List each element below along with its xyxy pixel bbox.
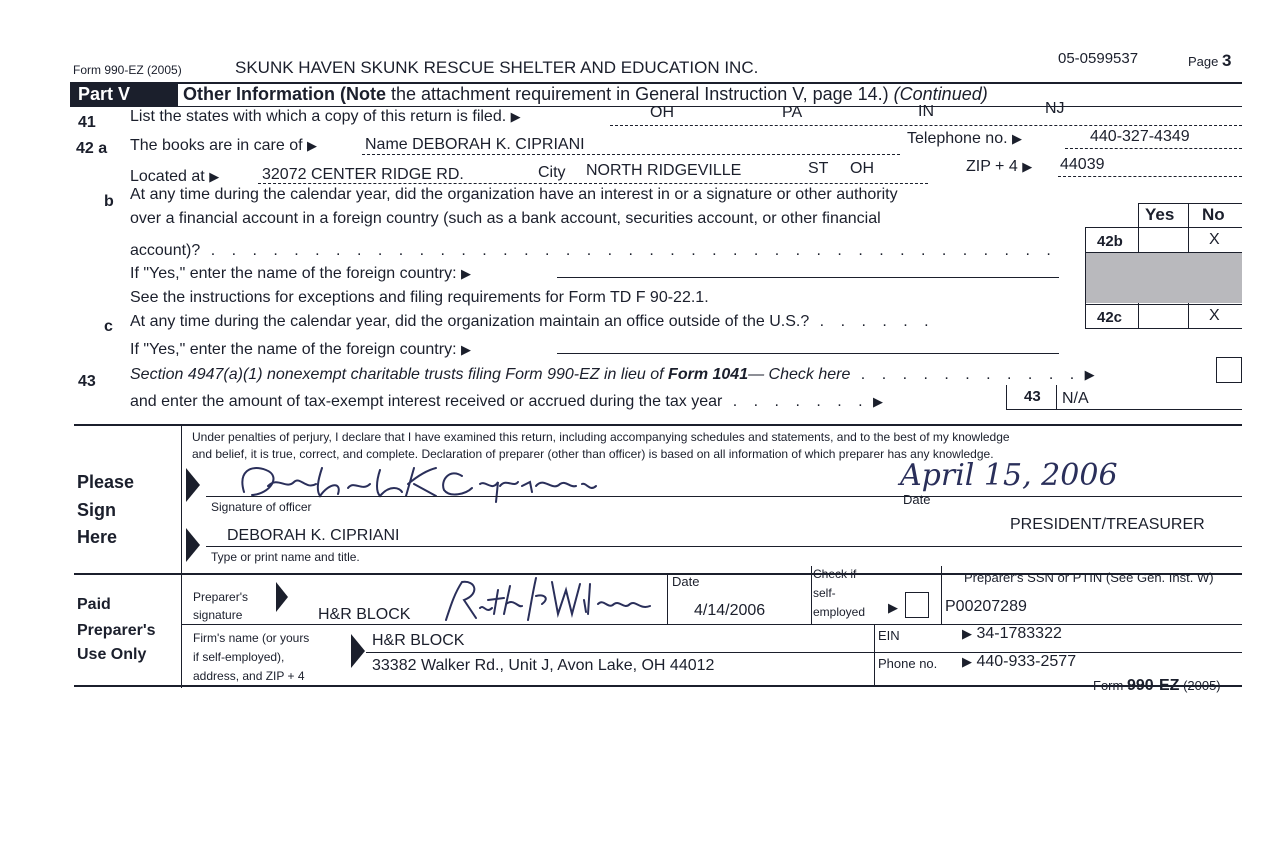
page-label: Page 3 (1188, 51, 1232, 70)
firm-ein-label: EIN (878, 628, 900, 643)
state-label: ST (808, 160, 829, 177)
tax-exempt-interest-amount[interactable]: N/A (1062, 390, 1089, 407)
preparer-sig-label-1: Preparer's (193, 590, 248, 604)
firm-label-1: Firm's name (or yours (193, 631, 310, 645)
name-arrow-icon (186, 528, 200, 562)
zip-fill (1058, 176, 1242, 177)
sign-section-top-rule (74, 424, 1242, 426)
preparer-heading-3: Use Only (77, 646, 147, 663)
answer-42c-no[interactable]: X (1209, 307, 1220, 324)
foreign-country-42c-line (557, 353, 1059, 354)
perjury-line-2: and belief, it is true, correct, and complete. Declaration of preparer (other than officer) is based on all information of which preparer has any knowledge. (192, 447, 994, 461)
ein-left-divider (874, 624, 875, 686)
check-left-divider (811, 566, 812, 624)
self-employed-arrow-icon: ▶ (888, 600, 898, 615)
telephone-fill (1065, 148, 1242, 149)
state-oh[interactable]: OH (650, 104, 674, 121)
city-label: City (538, 164, 566, 181)
firm-address[interactable]: 33382 Walker Rd., Unit J, Avon Lake, OH 44012 (372, 657, 715, 674)
firm-ein[interactable]: ▶ 34-1783322 (962, 625, 1062, 642)
check-label-3: employed (813, 605, 866, 619)
footer-form-id: Form 990-EZ (2005) (1093, 677, 1221, 694)
care-of-fill (362, 154, 900, 155)
sign-heading-1: Please (77, 472, 135, 492)
line-41-number: 41 (78, 114, 96, 131)
preparer-ptin[interactable]: P00207289 (945, 598, 1027, 615)
line-42b-text-4: If "Yes," enter the name of the foreign country: ▶ (130, 265, 471, 282)
check-label-1: Check if (813, 567, 857, 581)
officer-name[interactable]: DEBORAH K. CIPRIANI (227, 527, 400, 544)
row-42c-top (1085, 304, 1242, 305)
row-42c-bottom (1085, 328, 1242, 329)
form-id: Form 990-EZ (2005) (73, 63, 182, 77)
organization-name: SKUNK HAVEN SKUNK RESCUE SHELTER AND EDUCATION INC. (235, 58, 759, 77)
line-42b-letter: b (104, 193, 114, 210)
line-42b-text-1: At any time during the calendar year, did the organization have an interest in or a signature or other authority (130, 186, 898, 203)
line-41-text: List the states with which a copy of this return is filed. ▶ (130, 108, 521, 125)
sign-heading-3: Here (77, 527, 118, 547)
answer-42b-no[interactable]: X (1209, 231, 1220, 248)
preparer-sig-arrow-icon (276, 582, 288, 612)
box-42c-label: 42c (1097, 309, 1123, 326)
signature-label: Signature of officer (211, 500, 312, 514)
officer-title[interactable]: PRESIDENT/TREASURER (1010, 516, 1205, 533)
line-43-text-1: Section 4947(a)(1) nonexempt charitable trusts filing Form 990-EZ in lieu of Form 1041— Check here . . . . . . . . . . . ▶ (130, 366, 1095, 383)
prep-date[interactable]: 4/14/2006 (694, 602, 766, 619)
preparer-sig-company: H&R BLOCK (318, 606, 411, 623)
box-43-value-divider (1056, 385, 1057, 410)
located-fill (258, 183, 928, 184)
state-in[interactable]: IN (918, 103, 934, 120)
check-label-2: self- (813, 586, 836, 600)
sign-arrow-icon (186, 468, 200, 502)
officer-sign-date[interactable]: April 15, 2006 (900, 458, 1118, 493)
city-value[interactable]: NORTH RIDGEVILLE (586, 162, 742, 179)
part-label: Part V (70, 83, 178, 106)
firm-name-line (366, 652, 1242, 653)
ein: 05-0599537 (1058, 50, 1139, 67)
box-42b-label: 42b (1097, 233, 1123, 250)
part-title: Other Information (Note the attachment requirement in General Instruction V, page 14.) (Continued) (183, 84, 988, 104)
name-line (206, 546, 1242, 547)
signature-line (206, 496, 1242, 497)
books-care-of-name[interactable]: Name DEBORAH K. CIPRIANI (365, 136, 585, 153)
telephone-label: Telephone no. ▶ (907, 130, 1022, 147)
ssn-label: Preparer's SSN or PTIN (See Gen. Inst. W) (964, 570, 1214, 585)
line-43-text-2: and enter the amount of tax-exempt interest received or accrued during the tax year . . . . . . . ▶ (130, 393, 884, 410)
firm-phone[interactable]: ▶ 440-933-2577 (962, 653, 1077, 670)
yes-heading: Yes (1145, 205, 1175, 224)
preparer-bottom-rule (74, 685, 1242, 687)
line-41-fill (610, 125, 1242, 126)
perjury-line-1: Under penalties of perjury, I declare that I have examined this return, including accompanying schedules and statements, and to the best of my knowledge (192, 430, 1010, 444)
shaded-area (1086, 253, 1242, 303)
preparer-signature-image (440, 574, 670, 624)
firm-name[interactable]: H&R BLOCK (372, 632, 465, 649)
firm-label-2: if self-employed), (193, 650, 285, 664)
line-42c-text-2: If "Yes," enter the name of the foreign country: ▶ (130, 341, 471, 358)
line-43-number: 43 (78, 373, 96, 390)
preparer-mid-rule (182, 624, 1242, 625)
preparer-sig-label-2: signature (193, 608, 243, 622)
prep-date-left-divider (667, 574, 668, 624)
section-4947-checkbox[interactable] (1216, 357, 1242, 383)
zip-label: ZIP + 4 ▶ (966, 158, 1033, 175)
line-42c-text-1: At any time during the calendar year, did the organization maintain an office outside of the U.S.? . . . . . . (130, 313, 935, 330)
firm-label-3: address, and ZIP + 4 (193, 669, 305, 683)
box-43-divider (1006, 385, 1007, 410)
self-employed-checkbox[interactable] (905, 592, 929, 618)
box-43-bottom (1006, 409, 1242, 410)
state-pa[interactable]: PA (782, 104, 803, 121)
foreign-country-42b-line (557, 277, 1059, 278)
firm-phone-label: Phone no. (878, 656, 938, 671)
box-43-label: 43 (1024, 388, 1041, 405)
line-42c-letter: c (104, 318, 113, 335)
located-at-label: Located at ▶ (130, 168, 220, 185)
line-42a-text: The books are in care of ▶ (130, 137, 317, 154)
yesno-top-rule (1138, 203, 1242, 204)
preparer-heading-1: Paid (77, 596, 111, 613)
ssn-left-divider (941, 566, 942, 624)
telephone-number[interactable]: 440-327-4349 (1090, 128, 1190, 145)
no-heading: No (1202, 205, 1225, 224)
row-42b-top (1085, 227, 1242, 228)
sign-heading-2: Sign (77, 500, 116, 520)
firm-arrow-icon (351, 634, 365, 668)
zip-value[interactable]: 44039 (1060, 156, 1105, 173)
prep-date-label: Date (672, 574, 700, 589)
state-value[interactable]: OH (850, 160, 874, 177)
name-title-label: Type or print name and title. (211, 550, 360, 564)
sign-date-label: Date (903, 492, 931, 507)
state-nj[interactable]: NJ (1045, 100, 1065, 117)
line-42a-number: 42 a (76, 140, 108, 157)
preparer-heading-2: Preparer's (77, 622, 156, 639)
located-address[interactable]: 32072 CENTER RIDGE RD. (262, 166, 464, 183)
line-42b-text-2: over a financial account in a foreign country (such as a bank account, securities account, or other financial (130, 210, 881, 227)
line-42b-text-3: account)? . . . . . . . . . . . . . . . . . . . . . . . . . . . . . . . . . . . . . . . . . (130, 242, 1057, 259)
line-42b-text-5: See the instructions for exceptions and filing requirements for Form TD F 90-22.1. (130, 289, 709, 306)
section-label-divider (181, 425, 182, 688)
